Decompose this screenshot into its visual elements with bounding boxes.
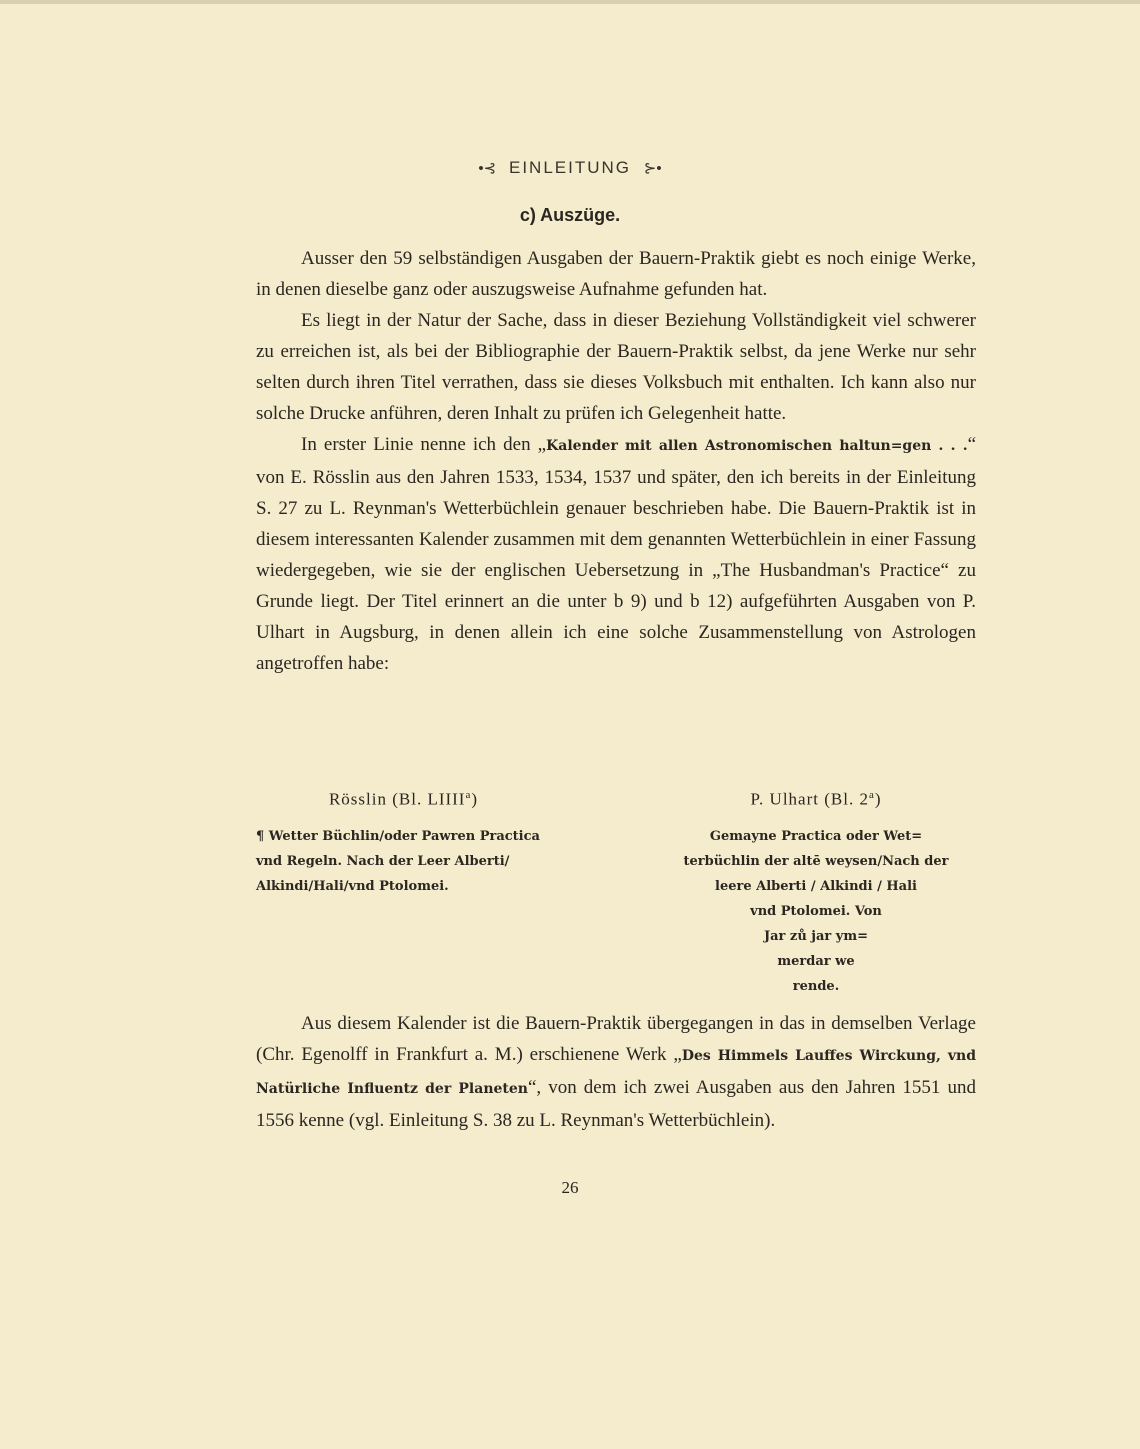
running-head <box>0 158 1140 178</box>
ulhart-line: vnd Ptolomei. Von <box>750 903 882 919</box>
body-text-lower <box>256 1008 976 1136</box>
paragraph-3 <box>256 429 976 679</box>
roesslin-line: Alkindi/Hali/vnd Ptolomei. <box>256 878 449 894</box>
section-title: c) Auszüge. <box>519 205 621 225</box>
ulhart-line: terbüchlin der altē weysen/Nach der <box>683 853 949 869</box>
ulhart-line: Jar zů jar ym= <box>763 928 868 944</box>
paragraph-1: Ausser den 59 selbständigen Ausgaben der Bauern-Praktik giebt es noch einige Werke, in denen dieselbe ganz oder auszugsweise Aufnahme gefunden hat. <box>256 248 976 300</box>
ulhart-heading-close: ) <box>874 789 882 809</box>
roesslin-heading <box>256 785 656 810</box>
paragraph-2: Es liegt in der Natur der Sache, dass in dieser Beziehung Vollständigkeit viel schwerer zu erreichen ist, als bei der Bibliographie der Bauern-Praktik selbst, da jene Werke nur sehr selten durch ihren Titel verrathen, dass sie dieses Volksbuch mit enthalten. Ich kann also nur solche Drucke anführen, deren Inhalt zu prüfen ich Gelegenheit hatte. <box>256 310 976 424</box>
body-text-upper <box>256 243 976 679</box>
paragraph-3-before: In erster Linie nenne ich den „ <box>301 434 547 455</box>
page-top-edge <box>0 0 1140 4</box>
ornament-right-icon: ⊱• <box>643 160 662 177</box>
ulhart-heading <box>656 785 976 810</box>
roesslin-heading-close: ) <box>471 789 479 809</box>
title-comparison <box>256 785 976 1005</box>
ulhart-line: Gemayne Practica oder Wet= <box>709 828 923 844</box>
running-head-title: EINLEITUNG <box>508 158 632 177</box>
page-number: 26 <box>561 1178 579 1197</box>
paragraph-4-before: Aus diesem Kalender ist die Bauern-Praktik übergegangen in das in demselben Verlage (Chr. Egenolff in Frankfurt a. M.) erschienene Werk „ <box>256 1013 976 1065</box>
kalender-fraktur-title: Kalender mit allen Astronomischen haltun=gen . . . <box>546 438 968 454</box>
ulhart-line: merdar we <box>777 953 855 969</box>
paragraph-4 <box>256 1008 976 1136</box>
ornament-left-icon: •⊰ <box>478 160 497 177</box>
ulhart-line: leere Alberti / Alkindi / Hali <box>715 878 917 894</box>
roesslin-line: vnd Regeln. Nach der Leer Alberti/ <box>256 853 510 869</box>
himmels-fraktur-title: Des Himmels Lauffes Wirckung, vnd Natürliche Influentz der Planeten <box>256 1048 976 1097</box>
ulhart-column <box>656 785 976 999</box>
roesslin-column <box>256 785 656 899</box>
paragraph-4-after: “, von dem ich zwei Ausgaben aus den Jahren 1551 und 1556 kenne (vgl. Einleitung S. 38 zu L. Reynman's Wetterbüchlein). <box>256 1077 976 1131</box>
roesslin-line: ¶ Wetter Büchlin/oder Pawren Practica <box>256 828 540 844</box>
ulhart-title-lines <box>656 824 976 999</box>
roesslin-heading-text: Rösslin (Bl. LIIII <box>328 789 466 809</box>
roesslin-heading-sup: a <box>465 789 472 801</box>
ulhart-heading-sup: a <box>868 789 875 801</box>
paragraph-3-after: “ von E. Rösslin aus den Jahren 1533, 1534, 1537 und später, den ich bereits in der Einleitung S. 27 zu L. Reynman's Wetterbüchlein genauer beschrieben habe. Die Bauern-Praktik ist in diesem interessanten Kalender zusammen mit dem genannten Wetterbüchlein in einer Fassung wiedergegeben, wie sie der englischen Uebersetzung in „The Husbandman's Practice“ zu Grunde liegt. Der Titel erinnert an die unter b 9) und b 12) aufgeführten Ausgaben von P. Ulhart in Augsburg, in denen allein ich eine solche Zusammenstellung von Astrologen angetroffen habe: <box>256 434 977 674</box>
roesslin-title-lines <box>256 824 656 899</box>
ulhart-line: rende. <box>792 978 840 994</box>
ulhart-heading-text: P. Ulhart (Bl. 2 <box>750 789 869 809</box>
